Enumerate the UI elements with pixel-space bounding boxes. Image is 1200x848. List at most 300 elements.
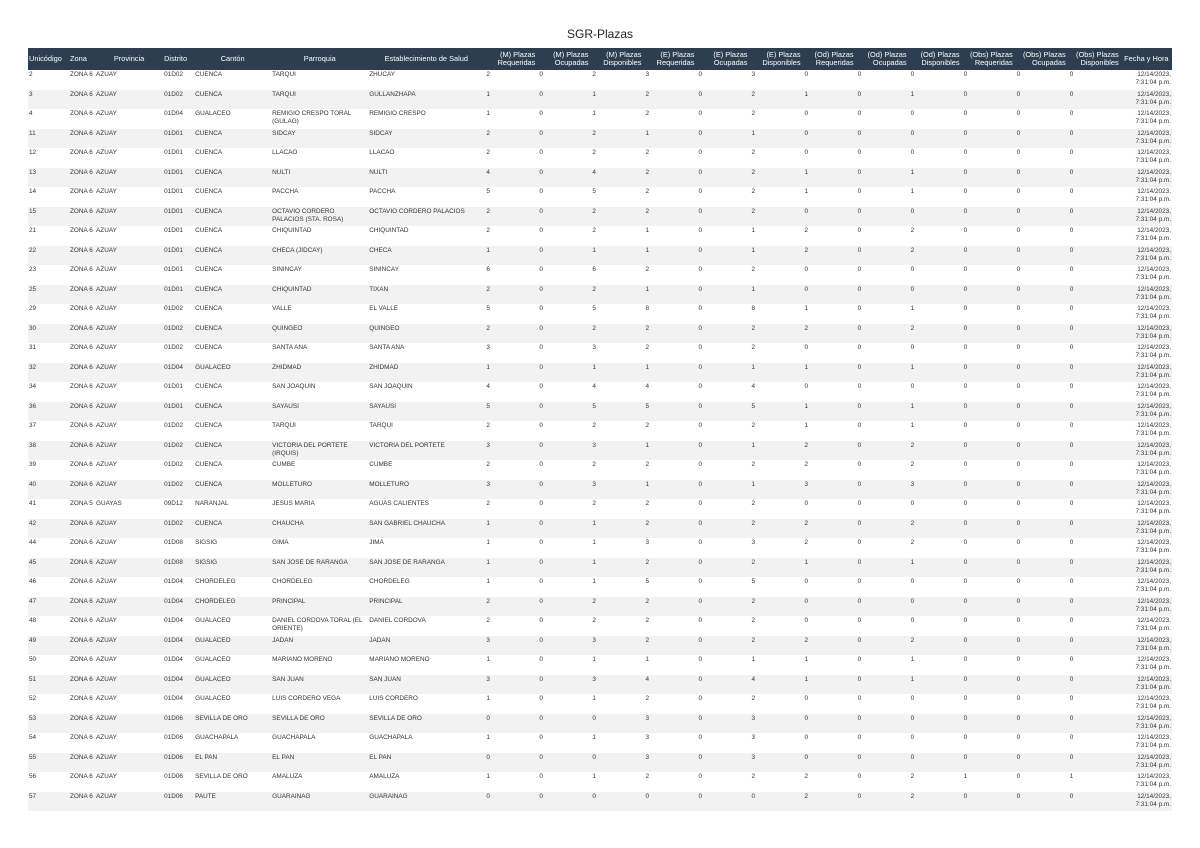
table-cell: 2	[486, 129, 490, 137]
table-cell: 0	[963, 597, 968, 605]
table-cell: 0	[698, 246, 703, 254]
table-cell: SANTA ANA	[272, 344, 308, 351]
table-cell: AZUAY	[96, 305, 117, 312]
plazas-table-container	[28, 48, 1172, 811]
table-row	[28, 480, 1172, 500]
table-cell: 0	[698, 324, 703, 332]
table-cell: 0	[1016, 558, 1021, 566]
table-cell: 0	[963, 695, 968, 702]
table-cell: 0	[1069, 636, 1074, 644]
table-cell: 01D01	[164, 266, 183, 273]
table-cell: AZUAY	[96, 792, 117, 800]
table-cell: EL PAN	[272, 753, 295, 761]
table-cell: 2	[751, 266, 756, 273]
table-cell: 1	[910, 188, 915, 195]
table-cell: 12/14/2023, 7:31:04 p.m.	[1135, 734, 1171, 749]
table-cell: PRINCIPAL	[369, 597, 403, 605]
table-cell: 3	[592, 675, 596, 683]
table-cell: 0	[963, 558, 968, 566]
table-cell: 01D01	[164, 383, 183, 390]
column-header[interactable]: (Od) Plazas Requeridas	[803, 48, 856, 70]
table-cell: 0	[1069, 363, 1074, 371]
column-header[interactable]: (Obs) Plazas Disponibles	[1068, 48, 1121, 70]
table-cell: PRINCIPAL	[272, 597, 306, 605]
table-cell: 0	[857, 422, 862, 429]
table-row	[28, 402, 1172, 422]
table-cell: 0	[539, 636, 543, 644]
table-cell: 1	[910, 656, 915, 663]
table-cell: CHAUCHA	[272, 519, 304, 527]
table-cell: 0	[910, 714, 915, 722]
table-cell: 12/14/2023, 7:31:04 p.m.	[1135, 558, 1171, 574]
table-cell: MARIANO MORENO	[369, 656, 430, 663]
table-cell: CUENCA	[195, 188, 223, 195]
table-cell: 2	[645, 266, 649, 273]
table-cell: AZUAY	[96, 383, 117, 390]
column-header[interactable]: (E) Plazas Ocupadas	[696, 48, 749, 70]
table-cell: 0	[857, 285, 862, 293]
table-cell: 38	[29, 441, 37, 449]
table-cell: 0	[1016, 753, 1021, 761]
table-cell: 2	[486, 227, 490, 234]
table-cell: 13	[29, 168, 37, 176]
table-cell: 2	[486, 500, 490, 507]
table-cell: 0	[1069, 617, 1074, 624]
table-cell: 0	[698, 363, 703, 371]
table-cell: 0	[857, 344, 862, 351]
table-cell: 0	[963, 656, 968, 663]
table-cell: 0	[539, 383, 543, 390]
table-cell: 0	[857, 597, 862, 605]
table-cell: 2	[645, 344, 649, 351]
table-cell: 0	[1016, 539, 1021, 546]
table-cell: 0	[698, 71, 703, 78]
table-cell: 2	[804, 792, 809, 800]
table-cell: 12/14/2023, 7:31:04 p.m.	[1135, 188, 1171, 203]
table-cell: 0	[910, 149, 915, 156]
table-cell: 01D01	[164, 207, 183, 215]
table-cell: 3	[592, 480, 596, 488]
table-cell: SEVILLA DE ORO	[195, 714, 248, 722]
table-cell: OCTAVIO CORDERO PALACIOS	[369, 207, 465, 215]
table-cell: 2	[910, 636, 915, 644]
table-cell: 0	[698, 266, 703, 273]
column-header[interactable]: (Obs) Plazas Ocupadas	[1015, 48, 1068, 70]
table-cell: 2	[645, 558, 649, 566]
table-cell: 1	[645, 480, 649, 488]
table-cell: 0	[857, 519, 862, 527]
table-cell: ZONA 6	[70, 402, 93, 410]
table-cell: AZUAY	[96, 558, 117, 566]
table-cell: 0	[539, 695, 543, 702]
table-cell: 0	[1016, 71, 1021, 78]
column-header[interactable]: (M) Plazas Requeridas	[484, 48, 537, 70]
table-cell: AZUAY	[96, 753, 117, 761]
table-cell: 2	[804, 461, 809, 468]
table-cell: 5	[751, 578, 756, 585]
table-cell: GUAYAS	[96, 500, 122, 507]
table-cell: 2	[751, 149, 756, 156]
table-cell: 0	[1069, 246, 1074, 254]
table-header	[28, 48, 1172, 70]
table-cell: 0	[539, 578, 543, 585]
table-cell: 1	[486, 734, 490, 741]
table-cell: 0	[645, 792, 649, 800]
column-header[interactable]: Parroquia	[271, 48, 368, 70]
table-cell: AMALUZA	[369, 773, 400, 780]
table-cell: 0	[698, 422, 703, 429]
table-cell: 6	[486, 266, 490, 273]
table-cell: GUALACEO	[195, 110, 231, 117]
table-cell: 2	[645, 500, 649, 507]
table-cell: 0	[1016, 519, 1021, 527]
table-cell: 0	[539, 363, 543, 371]
table-cell: 0	[1069, 558, 1074, 566]
table-cell: TARQUI	[272, 90, 296, 98]
table-cell: DANIEL CORDOVA TORAL (EL ORIENTE)	[272, 617, 363, 632]
table-row	[28, 558, 1172, 578]
table-cell: 1	[592, 578, 596, 585]
table-cell: 2	[751, 207, 756, 215]
table-cell: 0	[539, 129, 543, 137]
table-cell: 2	[29, 71, 33, 78]
table-cell: ZONA 6	[70, 305, 93, 312]
table-cell: ZONA 6	[70, 636, 93, 644]
table-cell: CUENCA	[195, 168, 223, 176]
table-cell: 3	[486, 441, 490, 449]
table-cell: 0	[1069, 695, 1074, 702]
table-cell: CUMBE	[272, 461, 296, 468]
table-cell: 3	[592, 344, 596, 351]
table-cell: 2	[804, 539, 809, 546]
column-header[interactable]: (Od) Plazas Ocupadas	[856, 48, 909, 70]
table-cell: 2	[592, 285, 596, 293]
table-cell: DANIEL CORDOVA	[369, 617, 426, 624]
table-cell: 1	[804, 675, 809, 683]
table-cell: ZONA 6	[70, 441, 93, 449]
table-cell: CHORDELEG	[195, 597, 236, 605]
table-cell: 0	[1016, 675, 1021, 683]
table-cell: 0	[963, 578, 968, 585]
table-cell: 1	[804, 656, 809, 663]
table-cell: 1	[1069, 773, 1074, 780]
table-cell: 0	[963, 344, 968, 351]
table-cell: 5	[486, 402, 490, 410]
table-cell: 0	[1016, 734, 1021, 741]
table-cell: 0	[963, 792, 968, 800]
table-cell: 0	[539, 90, 543, 98]
column-header[interactable]: (E) Plazas Requeridas	[643, 48, 696, 70]
table-cell: ZONA 6	[70, 773, 93, 780]
table-cell: 0	[1069, 714, 1074, 722]
table-cell: TARQUI	[272, 422, 296, 429]
table-cell: 2	[592, 149, 596, 156]
table-cell: 49	[29, 636, 37, 644]
table-cell: 1	[592, 773, 596, 780]
table-cell: OCTAVIO CORDERO PALACIOS (STA. ROSA)	[272, 207, 344, 223]
table-cell: 0	[1016, 168, 1021, 176]
column-header[interactable]: Establecimiento de Salud	[368, 48, 484, 70]
table-cell: 0	[539, 461, 543, 468]
column-header[interactable]: (E) Plazas Disponibles	[750, 48, 803, 70]
table-cell: SIDCAY	[369, 129, 393, 137]
table-cell: 5	[486, 188, 490, 195]
table-cell: 1	[645, 656, 649, 663]
table-cell: 3	[751, 539, 756, 546]
table-cell: 0	[963, 110, 968, 117]
table-cell: 0	[963, 500, 968, 507]
table-cell: 0	[963, 461, 968, 468]
table-cell: 52	[29, 695, 37, 702]
table-row	[28, 772, 1172, 792]
table-cell: 4	[486, 383, 490, 390]
table-cell: 2	[751, 695, 756, 702]
table-cell: 12/14/2023, 7:31:04 p.m.	[1135, 656, 1171, 671]
table-cell: 2	[486, 71, 490, 78]
table-cell: 0	[1016, 188, 1021, 195]
table-cell: ZONA 6	[70, 363, 93, 371]
table-cell: 2	[592, 617, 596, 624]
table-cell: SAN JOSE DE RARANGA	[369, 558, 445, 566]
table-cell: 0	[698, 578, 703, 585]
table-cell: 3	[645, 753, 649, 761]
table-cell: 8	[751, 305, 756, 312]
table-cell: AZUAY	[96, 636, 117, 644]
table-cell: ZONA 6	[70, 344, 93, 351]
table-cell: 1	[804, 305, 809, 312]
table-cell: 0	[539, 617, 543, 624]
table-cell: 0	[857, 539, 862, 546]
table-row	[28, 441, 1172, 461]
table-cell: 0	[698, 129, 703, 137]
table-cell: 12/14/2023, 7:31:04 p.m.	[1135, 324, 1171, 340]
table-cell: 01D02	[164, 422, 183, 429]
table-row	[28, 324, 1172, 344]
table-cell: 1	[592, 363, 596, 371]
table-cell: 12/14/2023, 7:31:04 p.m.	[1135, 168, 1171, 184]
table-cell: 09D12	[164, 500, 183, 507]
page-title: SGR-Plazas	[566, 27, 634, 41]
table-row	[28, 616, 1172, 636]
table-cell: 12/14/2023, 7:31:04 p.m.	[1135, 383, 1171, 398]
table-cell: 48	[29, 617, 37, 624]
table-cell: SAYAUSI	[272, 402, 299, 410]
table-cell: 01D04	[164, 110, 183, 117]
column-header[interactable]: (M) Plazas Disponibles	[590, 48, 643, 70]
table-cell: AZUAY	[96, 227, 117, 234]
table-cell: 0	[963, 617, 968, 624]
table-cell: 2	[645, 422, 649, 429]
table-cell: 0	[963, 539, 968, 546]
table-cell: 1	[910, 90, 915, 98]
table-cell: CUENCA	[195, 422, 223, 429]
table-cell: 0	[1016, 207, 1021, 215]
table-cell: 2	[751, 500, 756, 507]
table-cell: 55	[29, 753, 37, 761]
table-cell: 0	[1016, 90, 1021, 98]
column-header[interactable]: Provincia	[95, 48, 163, 70]
table-cell: 0	[698, 792, 703, 800]
table-cell: 25	[29, 285, 37, 293]
table-cell: 0	[539, 188, 543, 195]
table-cell: ZONA 6	[70, 558, 93, 566]
table-cell: 12/14/2023, 7:31:04 p.m.	[1135, 129, 1171, 145]
table-cell: 01D04	[164, 675, 183, 683]
table-cell: AZUAY	[96, 285, 117, 293]
column-header[interactable]: Fecha y Hora	[1121, 48, 1172, 70]
table-cell: 0	[698, 675, 703, 683]
table-cell: 1	[645, 441, 649, 449]
column-header[interactable]: (M) Plazas Ocupadas	[537, 48, 590, 70]
table-row	[28, 577, 1172, 597]
table-cell: AGUAS CALIENTES	[369, 500, 429, 507]
table-cell: 5	[645, 578, 649, 585]
table-cell: 0	[539, 734, 543, 741]
table-cell: 0	[539, 207, 543, 215]
table-cell: 0	[539, 441, 543, 449]
table-cell: 8	[645, 305, 649, 312]
table-cell: 2	[486, 149, 490, 156]
table-cell: 0	[963, 363, 968, 371]
table-cell: 3	[645, 714, 649, 722]
table-cell: 0	[539, 402, 543, 410]
table-cell: 0	[698, 383, 703, 390]
table-cell: 0	[1016, 480, 1021, 488]
table-cell: 0	[1069, 734, 1074, 741]
column-header[interactable]: (Obs) Plazas Requeridas	[962, 48, 1015, 70]
table-cell: 2	[804, 227, 809, 234]
table-cell: 2	[645, 519, 649, 527]
table-cell: 0	[1069, 168, 1074, 176]
table-cell: ZONA 6	[70, 110, 93, 117]
table-cell: CUENCA	[195, 266, 223, 273]
table-cell: 2	[910, 246, 915, 254]
column-header[interactable]: Distrito	[163, 48, 194, 70]
table-cell: 56	[29, 773, 37, 780]
table-cell: 0	[698, 110, 703, 117]
table-cell: ZONA 6	[70, 597, 93, 605]
table-cell: 0	[539, 500, 543, 507]
table-cell: 0	[1016, 597, 1021, 605]
table-cell: 0	[963, 324, 968, 332]
table-cell: 2	[751, 422, 756, 429]
table-cell: GUALACEO	[195, 617, 231, 624]
table-cell: 3	[910, 480, 915, 488]
table-cell: LLACAO	[369, 149, 395, 156]
table-cell: 2	[592, 71, 596, 78]
table-cell: 2	[592, 324, 596, 332]
table-cell: ZONA 6	[70, 207, 93, 215]
table-cell: 1	[486, 578, 490, 585]
table-cell: ZONA 6	[70, 90, 93, 98]
table-cell: NULTI	[272, 168, 291, 176]
table-cell: ZONA 6	[70, 539, 93, 546]
table-cell: 2	[751, 188, 756, 195]
table-cell: 2	[592, 207, 596, 215]
column-header[interactable]: (Od) Plazas Disponibles	[909, 48, 962, 70]
table-cell: AZUAY	[96, 539, 117, 546]
table-cell: 2	[645, 597, 649, 605]
table-cell: 0	[857, 149, 862, 156]
table-cell: 12/14/2023, 7:31:04 p.m.	[1135, 305, 1171, 320]
table-cell: CUENCA	[195, 383, 223, 390]
table-cell: 14	[29, 188, 37, 195]
table-cell: 1	[804, 422, 809, 429]
table-cell: 1	[804, 90, 809, 98]
table-cell: 1	[910, 402, 915, 410]
table-cell: 01D04	[164, 578, 183, 585]
table-cell: 0	[857, 227, 862, 234]
table-cell: CUENCA	[195, 129, 223, 137]
table-cell: 0	[539, 324, 543, 332]
column-header[interactable]: Cantón	[194, 48, 271, 70]
table-cell: ZONA 6	[70, 71, 93, 78]
table-cell: 0	[1069, 383, 1074, 390]
table-cell: 0	[539, 305, 543, 312]
table-cell: 0	[539, 792, 543, 800]
table-cell: AZUAY	[96, 90, 117, 98]
table-cell: CHIQUINTAD	[272, 227, 312, 234]
table-cell: 0	[698, 344, 703, 351]
table-cell: 0	[1069, 792, 1074, 800]
table-cell: 1	[592, 656, 596, 663]
table-cell: 0	[1069, 578, 1074, 585]
table-cell: 0	[804, 129, 809, 137]
table-cell: 01D01	[164, 246, 183, 254]
table-cell: CUENCA	[195, 71, 223, 78]
table-cell: 0	[698, 519, 703, 527]
table-cell: 0	[1069, 656, 1074, 663]
table-cell: 2	[910, 539, 915, 546]
table-cell: 0	[857, 305, 862, 312]
table-cell: 0	[698, 168, 703, 176]
table-cell: 01D02	[164, 519, 183, 527]
table-cell: 2	[910, 792, 915, 800]
table-cell: 1	[910, 305, 915, 312]
table-cell: 3	[804, 480, 809, 488]
table-cell: AZUAY	[96, 129, 117, 137]
table-cell: 2	[804, 773, 809, 780]
table-cell: 0	[963, 285, 968, 293]
table-cell: AZUAY	[96, 656, 117, 663]
table-cell: 0	[910, 207, 915, 215]
table-row	[28, 538, 1172, 558]
table-cell: 0	[1069, 441, 1074, 449]
table-cell: 1	[751, 656, 756, 663]
table-cell: 4	[29, 110, 33, 117]
table-cell: 1	[804, 363, 809, 371]
table-cell: 4	[751, 383, 756, 390]
table-cell: 12/14/2023, 7:31:04 p.m.	[1135, 461, 1171, 476]
table-cell: 0	[486, 792, 490, 800]
table-cell: ZONA 6	[70, 675, 93, 683]
table-cell: SAN JOAQUIN	[369, 383, 413, 390]
table-cell: 0	[910, 597, 915, 605]
table-cell: 0	[539, 773, 543, 780]
table-cell: MOLLETURO	[369, 480, 410, 488]
table-cell: 0	[857, 363, 862, 371]
table-row	[28, 70, 1172, 90]
table-cell: 01D06	[164, 773, 183, 780]
table-cell: 1	[645, 363, 649, 371]
table-cell: 0	[857, 71, 862, 78]
table-cell: 12/14/2023, 7:31:04 p.m.	[1135, 617, 1171, 632]
column-header[interactable]: Unicódigo	[28, 48, 69, 70]
column-header[interactable]: Zona	[69, 48, 95, 70]
table-cell: 01D04	[164, 617, 183, 624]
table-cell: 01D02	[164, 480, 183, 488]
table-cell: 0	[804, 207, 809, 215]
